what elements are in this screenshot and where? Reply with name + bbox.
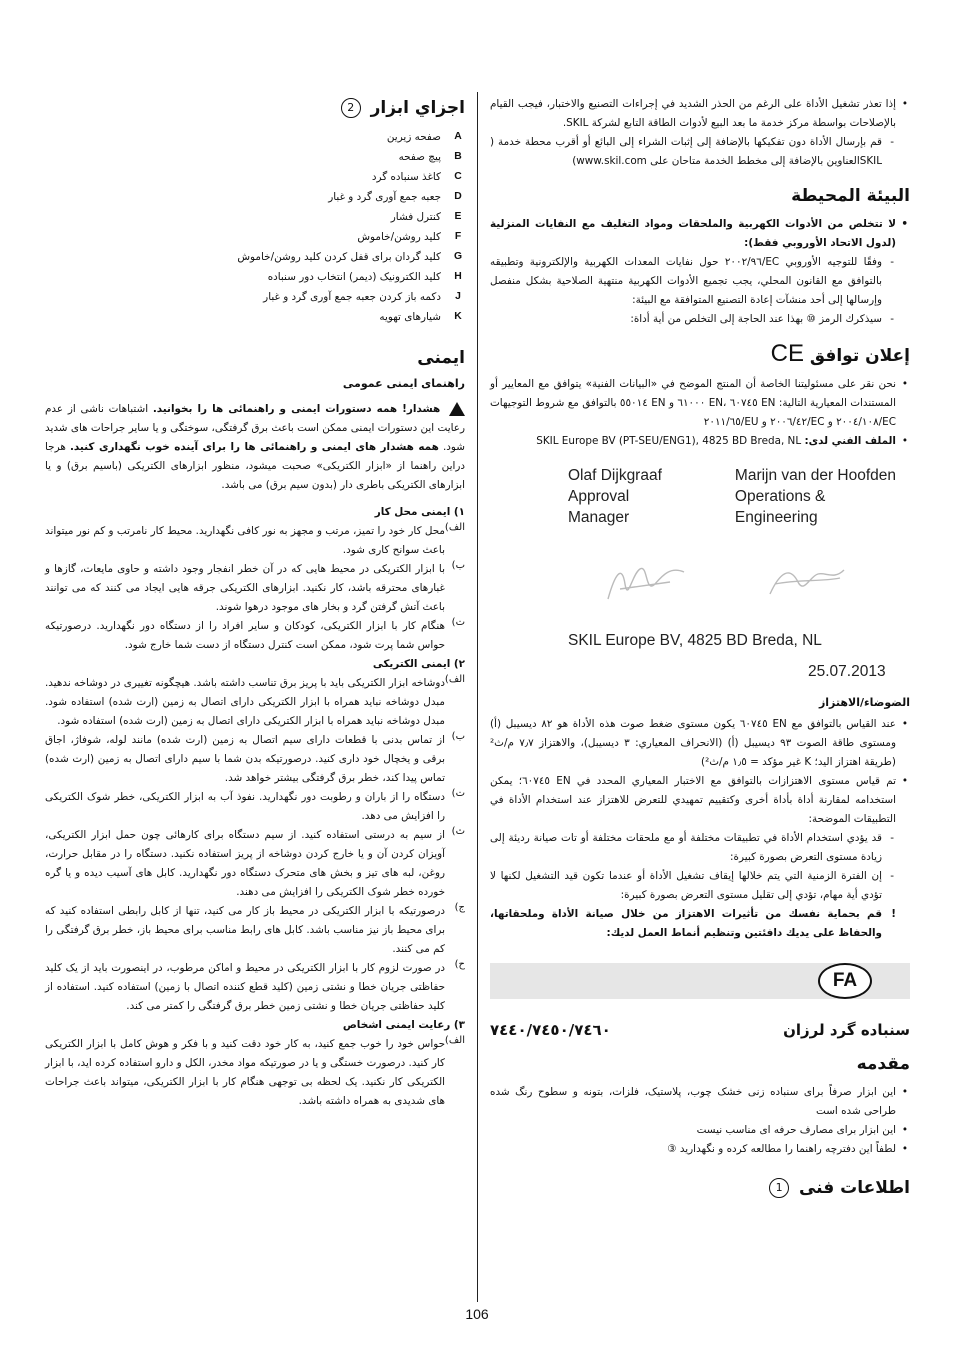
noise-warning: ! قم بحماية نفسك من تأثيرات الاهتزاز من خلال صيانة الأداة وملحقاتها، والحفاظ على يديك دافئتين وتنظيم أنماط العمل لديك:	[490, 905, 910, 943]
company-address: SKIL Europe BV, 4825 BD Breda, NL	[568, 632, 822, 649]
product-models: ٧٤٤٠/٧٤٥٠/٧٤٦٠	[490, 1021, 611, 1039]
intro-item: • این ابزار صرفاً برای سنباده زنی خشک چوب، پلاستیک، فلزات، بتونه و سطوح رنگ شده طراحی شده است	[490, 1083, 910, 1121]
part-item	[45, 147, 465, 167]
signatory-left	[735, 465, 910, 528]
item-text: حواس خود را خوب جمع کنید، به کار خود دقت کنید و با فکر و هوش کامل با ابزار الکتریکی کار کنید. درصورت خستگی و یا در صورتیکه مواد مخدر، الکل و دارو استفاده کرده اید، با ابزار الکتریکی کار نکنید. یک لحظه بی توجهی هنگام کار با ابزار الکتریکی، میتواند باعث جراحات های شدیدی به همراه داشته باشد.	[45, 1038, 445, 1107]
item-text: با ابزار الکتریکی در محیط هایی که در آن خطر انفجار وجود داشته و حاوی مایعات، گازها و غبارهای محترقه باشد، کار نکنید. ابزارهای الکتریکی جرقه هایی ایجاد می کنند که می توانند باعث آتش گرفتن گرد و بخار های موجود درهوا شوند.	[45, 563, 445, 613]
warning-bold-2: همه هشدار های ایمنی و راهنمائی ها را برای آینده خوب نگهداری کنید.	[69, 441, 439, 453]
part-letter: F	[454, 231, 462, 242]
item-text: هنگام کار با ابزار الکتریکی، کودکان و سایر افراد را از دستگاه دور نگهدارید. درصورتیکه حواس شما پرت شود، ممکن است کنترل دستگاه از دست شما خارج شود.	[45, 620, 445, 651]
item-text: از تماس بدنی با قطعات دارای سیم اتصال به زمین (ارت شده) مانند لوله، شوفاژ، اجاق برقی و یخچال خود داری کنید. درصورتیکه بدن شما با سیم دارای اتصال به زمین (ارت شده) تماس پیدا کند، خطر برق گرفتگی بیشتر خواهد شد.	[45, 734, 445, 784]
part-item	[45, 267, 465, 287]
part-text: کلید الکترونیک (دیمر) انتخاب دور سنباده	[267, 271, 441, 283]
part-letter: H	[454, 271, 462, 282]
part-item	[45, 247, 465, 267]
right-column	[490, 95, 910, 1207]
item-marker: الف)	[444, 522, 465, 533]
parts-title: اجزاي ابزار	[370, 98, 465, 118]
warning-paragraph	[45, 400, 465, 495]
language-badge: FA	[818, 963, 872, 999]
part-letter: A	[454, 131, 462, 142]
ce-heading	[490, 340, 910, 367]
signatory-left-role: Operations & Engineering	[734, 488, 826, 526]
product-title-row	[490, 1021, 910, 1039]
env-dash-2: - سيذكرك الرمز ⑩ بهذا عند الحاجة إلى التخلص من أية أداة:	[490, 310, 910, 329]
part-letter: C	[454, 171, 462, 182]
part-letter: D	[454, 191, 462, 202]
part-text: شیارهای تهویه	[379, 311, 441, 323]
env-bullet: • لا تتخلص من الأدوات الكهربية والملحقات ومواد التغليف مع النفايات المنزلية (لدول الاتحاد الأوروبي فقط):	[490, 215, 910, 253]
part-text: کاغذ سنباده گرد	[371, 171, 441, 183]
part-letter: B	[454, 151, 462, 162]
item-marker: ت)	[451, 617, 465, 628]
column-divider	[477, 92, 478, 1302]
safety-heading: ايمنی	[417, 348, 465, 368]
item-marker: الف)	[444, 674, 465, 685]
item-text: دستگاه را از باران و رطوبت دور نگهدارید. نفوذ آب به ابزار الکتریکی، خطر شوک الکتریکی را افزایش می دهد.	[45, 791, 445, 822]
part-text: کلید گردان برای قفل کردن کلید روشن/خاموش	[237, 251, 441, 263]
signature-left-icon	[600, 554, 690, 614]
signature-images	[600, 554, 910, 614]
part-text: کنترل فشار	[390, 211, 441, 223]
repair-bullet: • إذا تعذر تشغيل الأداة على الرغم من الحذر الشديد في إجراءات التصنيع والاختبار، فيجب القيام بالإصلاحات بواسطة مركز خدمة ما بعد البيع لأدوات الطاقة التابع لشركة SKIL.	[490, 95, 910, 133]
ce-bullet-1: • نحن نقر على مسئوليتنا الخاصة أن المنتج الموضح في «البيانات الفنية» يتوافق مع المعايير أو المستندات المعيارية التالية: EN ٦٠٧٤٥ ،EN ٦١٠٠٠ و EN ٥٥٠١٤ بالتوافق مع شروط التوجيهات EC/٢٠٠٤/١٠٨ و EC/٢٠٠٦/٤٢ و EU/٢٠١١/٦٥	[490, 375, 910, 432]
declaration-date: 25.07.2013	[808, 663, 886, 680]
safety-item	[45, 617, 465, 655]
item-marker: الف)	[444, 1035, 465, 1046]
noise-bullet-2: • تم قياس مستوى الاهتزازات بالتوافق مع الاختبار المعياري المحدد في EN ٦٠٧٤٥؛ يمكن استخدامه لمقارنة أداة بأداة أخرى وكتقييم تمهيدي للتعرض للاهتزاز عند استخدام الأداة في التطبيقات الموضحة:	[490, 772, 910, 829]
product-title: سنباده گرد لرزان	[783, 1021, 910, 1039]
signatory-left-name: Marijn van der Hoofden	[734, 467, 897, 484]
signature-right-icon	[760, 554, 850, 614]
part-letter: J	[455, 291, 461, 302]
env-dash-1: - وفقًا للتوجيه الأوروبي EC/٢٠٠٢/٩٦ حول نفايات المعدات الكهربية والإلكترونية وتطبيقه بالتوافق مع القانون المحلي، يجب تجميع الأدوات الكهربية منتهية الصلاحية بشكل منفصل وإرسالها إلى أحد منشآت إعادة التصنيع المتوافقة مع البيئة:	[490, 253, 910, 310]
item-marker: ت)	[451, 788, 465, 799]
item-text: از سیم به درستی استفاده کنید. از سیم دستگاه برای کارهائی چون حمل ابزار الکتریکی، آویزان کردن آن و یا خارج کردن دوشاخه از پریز استفاده نکنید. دستگاه را در مقابل حرارت، روغن، لبه های تیز و بخش های متحرک دستگاه دور نگهدارید. کابل های آسیب دیده و یا گره خورده خطر شوک الکتریکی را افزایش می دهند.	[45, 829, 445, 898]
repair-dash: - قم بإرسال الأداة دون تفكيكها بالإضافة إلى إثبات الشراء إلى البائع أو أقرب محطة خدمة ( SKILالعناوين بالإضافة إلى مخطط الخدمة متاحان على www.skil.com)	[490, 133, 910, 171]
section-3-title: ٣) رعایت ایمنی اشخاص	[342, 1019, 465, 1031]
tech-title: اطلاعات فنی	[798, 1178, 910, 1198]
item-marker: ب)	[451, 731, 465, 742]
part-text: دکمه باز کردن جعبه جمع آوری گرد و غبار	[263, 291, 441, 303]
ce-bullet-2	[490, 432, 910, 451]
item-text: محل کار خود را تمیز، مرتب و مجهز به نور کافی نگهدارید. محیط کار نامرتب و کم نور میتواند باعث سوانح کاری شود.	[45, 525, 445, 556]
safety-item	[45, 674, 465, 731]
signatories	[568, 465, 910, 528]
safety-item	[45, 902, 465, 959]
item-marker: ث)	[451, 826, 465, 837]
noise-heading: الضوضاء/الاهتزاز	[818, 696, 910, 709]
tech-heading	[490, 1177, 910, 1199]
signatory-right-role: Approval Manager	[568, 488, 630, 526]
left-column	[45, 95, 465, 1111]
item-text: دوشاخه ابزار الکتریکی باید با پریز برق تناسب داشته باشد. هیچگونه تغییری در دوشاخه ندهید. مبدل دوشاخه نباید همراه با ابزار الکتریکی دارای اتصال به زمین (ارت شده) استفاده شود. مبدل دوشاخه نباید همراه با ابزار الکتریکی دارای اتصال به زمین (ارت شده) استفاده شود.	[45, 677, 445, 727]
part-item	[45, 307, 465, 327]
section-1-title: ١) ایمنی محل کار	[374, 506, 465, 518]
item-marker: ج)	[454, 902, 465, 913]
item-marker: ح)	[454, 959, 465, 970]
signatory-right	[568, 465, 693, 528]
language-band	[490, 963, 910, 999]
part-letter: G	[453, 251, 463, 262]
safety-item	[45, 1035, 465, 1111]
item-text: در صورت لزوم کار با ابزار الکتریکی در محیط و اماکن مرطوب، در اینصورت باید از یک کلید حفاظتی جریان خطا و نشتی زمین (کلید قطع کننده اتصال با زمین) استفاده کنید. استفاده از کلید حفاظتی جریان خطا و نشتی زمین خطر برق گرفتگی را کمتر می کند.	[45, 962, 445, 1012]
safety-item	[45, 731, 465, 788]
intro-item: • لطفاً این دفترچه راهنما را مطالعه کرده و نگهدارید ③	[490, 1140, 910, 1159]
signatory-right-name: Olaf Dijkgraaf	[568, 467, 662, 484]
safety-item	[45, 560, 465, 617]
part-item	[45, 207, 465, 227]
safety-item	[45, 826, 465, 902]
part-item	[45, 187, 465, 207]
parts-list	[45, 127, 465, 327]
warning-bold: هشدار! همه دستورات ایمنی و راهنمائی ها را بخوانید.	[152, 403, 441, 415]
noise-bullet-1: • عند القياس بالتوافق مع EN ٦٠٧٤٥ يكون مستوى ضغط صوت هذه الأداة هو ٨٢ ديسيبل (أ) ومستوى طاقة الصوت ٩٣ ديسيبل (أ) (الانحراف المعياري: ٣ ديسيبل)، والاهتزاز ٧٫٧ م/ث² (طريقة اهتزاز اليد؛ K غير مؤكد = ١٫٥ م/ث²)	[490, 715, 910, 772]
part-text: کلید روشن/خاموش	[357, 231, 441, 243]
page-number: 106	[465, 1306, 489, 1322]
figure-ref-icon: 2	[341, 98, 361, 118]
warning-text-2: هرجا دراین راهنما از «ابزار الکتریکی» صحبت میشود، منظور ابزارهای الکتریکی (باسیم برق) و یا ابزارهای الکتریکی باطری دار (بدون سیم برق) می باشد.	[45, 441, 465, 491]
noise-dash-2: - إن الفترة الزمنية التي يتم خلالها إيقاف تشغيل الأداة أو عندما تكون قيد التشغيل لكنها لا تؤدي أية مهام، تؤدي إلى تقليل مستوى التعرض بصورة كبيرة:	[490, 867, 910, 905]
figure-ref-icon: 1	[769, 1178, 789, 1198]
noise-dash-1: - قد يؤدي استخدام الأداة في تطبيقات مختلفة أو مع ملحقات مختلفة أو تات صيانة رديئة إلى زيادة مستوى التعرض بصورة كبيرة:	[490, 829, 910, 867]
tech-file-label: الملف الفني لدى:	[804, 435, 896, 447]
intro-heading: مقدمه	[856, 1054, 910, 1074]
section-2-title: ٢) ایمنی الکتریکی	[372, 658, 465, 670]
ce-title: إعلان توافق	[809, 346, 910, 366]
intro-item: • این ابزار برای مصارف حرفه ای مناسب نیست	[490, 1121, 910, 1140]
part-text: پیچ صفحه	[398, 151, 441, 163]
part-item	[45, 167, 465, 187]
part-item	[45, 287, 465, 307]
parts-heading	[45, 97, 465, 119]
part-text: صفحه زیرین	[386, 131, 441, 143]
part-letter: E	[454, 211, 462, 222]
safety-item	[45, 788, 465, 826]
general-safety-heading: راهنمای ایمنی عمومی	[342, 377, 465, 390]
ce-mark-icon: CE	[770, 340, 804, 367]
part-letter: K	[454, 311, 462, 322]
safety-item	[45, 959, 465, 1016]
tech-file-value: SKIL Europe BV (PT-SEU/ENG1), 4825 BD Breda, NL	[536, 435, 802, 447]
item-text: درصورتیکه با ابزار الکتریکی در محیط باز کار می کنید، تنها از کابل رابطی استفاده کنید که برای محیط باز نیز مناسب باشد. کابل های رابط مناسب برای محیط باز، خطر برق گرفتگی را کم می کنند.	[45, 905, 445, 955]
environment-heading: البيئة المحيطة	[791, 186, 910, 206]
part-text: جعبه جمع آوری گرد و غبار	[328, 191, 441, 203]
part-item	[45, 227, 465, 247]
safety-item	[45, 522, 465, 560]
part-item	[45, 127, 465, 147]
warning-text: اشتباهات ناشی از عدم رعایت این دستورات ایمنی ممکن است باعث برق گرفتگی، سوختگی و یا سایر جراحات های شدید شود.	[45, 403, 465, 453]
warning-triangle-icon	[449, 402, 465, 416]
item-marker: ب)	[451, 560, 465, 571]
